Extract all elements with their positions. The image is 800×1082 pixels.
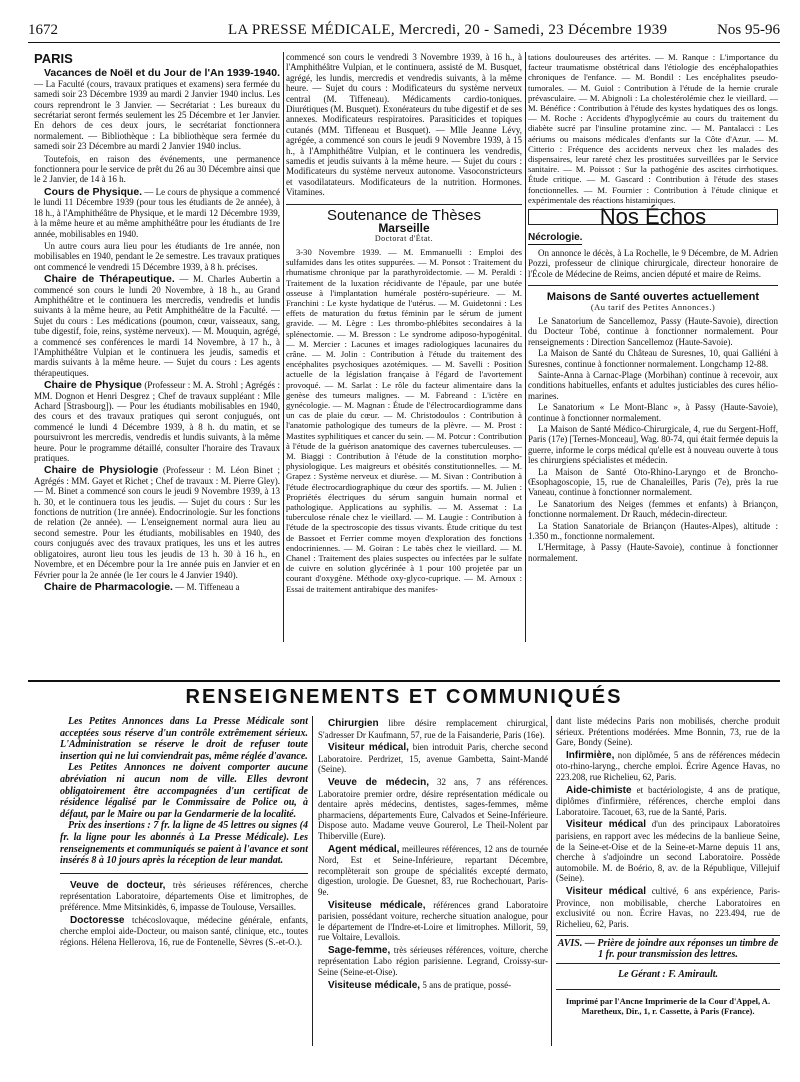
maisons-list — [528, 316, 778, 563]
ad-continuation: dant liste médecins Paris non mobilisés, cherche produit sérieux. Prétentions modérées. Mme Bonnin, 73, rue de la Gare, Bondy (Seine). — [556, 716, 780, 748]
divider — [286, 204, 522, 205]
item-lead: Doctoresse — [70, 914, 125, 926]
item-lead: Chaire de Pharmacologie. — [44, 580, 173, 593]
item-lead: Cours de Physique. — [44, 185, 143, 198]
item-lead: Chaire de Physiologie — [44, 464, 159, 477]
item-lead: Visiteuse médicale, — [328, 899, 426, 911]
necrologie-text: On annonce le décès, à La Rochelle, le 9 Décembre, de M. Adrien Pozzi, professeur de clinique chirurgicale, directeur honoraire de l'École de Médecine de Reims, ancien député et maire de Reims. — [528, 247, 778, 279]
item-text: très sérieuses références, cherche représentation Laboratoire, départements Oise et limitrophes, de préférence. Mme Mitsinkidès, 6, impasse de Toulouse, Versailles. — [60, 879, 308, 912]
item-lead: Visiteur médical — [566, 885, 646, 897]
article-item — [34, 187, 280, 239]
item-text: (Professeur : M. A. Strohl ; Agrégés : MM. Dognon et Henri Desgrez ; Chef de travaux suppléant : Mlle Achard [Strasbourg]). — Pour les étudiants mobilisables en 1940, des cours et des travaux pratiques qui seront conjugués, ont commencé le lundi 4 Décembre 1939, à 8 h. du matin, et se poursuivront les mercredis, vendredis et lundis suivants, à la même heure. Pour le programme détaillé, consulter l'horaire des Travaux pratiques. — [34, 380, 280, 464]
item-text: — M. Charles Aubertin a commencé son cours le lundi 20 Novembre, à 18 h., au Grand Amphithéâtre et le continuera les mercredis, vendredis et lundis suivants à la même heure, au Petit Amphithéâtre de la Faculté. — Sujet du cours : Les médications (poumon, cœur, vaisseaux, sang, tube digestif, foie, reins, système nerveux). — M. Mouquin, agrégé, a commencé ses conférences le mardi 14 Novembre, à 17 h., à l'Amphithéâtre Vulpian et le continuera les jeudis, samedis et mardis suivants à la même heure. — Sujet du cours : Les agents thérapeutiques. — [34, 274, 280, 378]
article-item — [318, 718, 548, 740]
item-lead: Chaire de Thérapeutique. — [44, 273, 175, 286]
item-lead: Sage-femme, — [328, 944, 391, 956]
column-divider — [551, 716, 552, 1046]
communiques-banner: RENSEIGNEMENTS ET COMMUNIQUÉS — [28, 680, 780, 714]
item-text: 32 ans, 7 ans références. Laboratoire premier ordre, désire représentation médicale ou dentaire après médecins, dentistes, sages-femmes, même pharmaciens, départements Eure, Calvados et Seine-Inférieure. Dispose auto. Madame veuve Gourerol, Le Theil-Nolent par Thiberville (Eure). — [318, 776, 548, 841]
issue-number: Nos 95-96 — [717, 22, 780, 38]
article-item — [34, 274, 280, 378]
article-item — [318, 900, 548, 943]
article-item — [318, 980, 548, 992]
pharmacologie-continuation: commencé son cours le vendredi 3 Novembre 1939, à 16 h., à l'Amphithéâtre Vulpian, et le continuera, assisté de M. Busquet, agrégé, les lundis, mercredis et vendredis suivants, à la même heure. — Sujet du cours : Modificateurs du système nerveux central (M. Tiffeneau). Médicaments cardio-toniques. Diurétiques (M. Busquet). Exonérateurs du tube digestif et de ses annexes. Modificateurs respiratoires. Parasiticides et topiques cutanés (MM. Tiffeneau et Busquet). — Mlle Jeanne Lévy, agrégée, a commencé son cours le jeudi 9 Novembre 1939, à 15 h., à l'Amphithéâtre Vulpian, et le continuera les vendredis, samedis et jeudis suivants à la même heure. — Sujet du cours : Modificateurs du système nerveux autonome. Vasoconstricteurs et vasodilatateurs. Modificateurs de la nutrition. Hormones. Vitamines. — [286, 52, 522, 198]
divider — [528, 285, 778, 286]
article-item — [34, 465, 280, 579]
page-number: 1672 — [28, 22, 58, 38]
maison-item: La Maison de Santé Oto-Rhino-Laryngo et de Broncho-Œsophagoscopie, 15, rue de Chanaleilles, Paris (7e), près la rue Vaneau, continue à fonctionner normalement. — [528, 466, 778, 498]
article-item — [34, 582, 280, 592]
petites-annonces-notice — [60, 716, 308, 867]
maison-item: La Maison de Santé Médico-Chirurgicale, 4, rue du Sergent-Hoff, Paris (17e) [Ternes-Monceau], Wag. 80-74, qui était fermée depuis la guerre, informe le corps médical qu'elle est à nouveau ouverte à tous les chirurgiens spécialistes et médecin. — [528, 423, 778, 466]
maison-item: La Maison de Santé du Château de Suresnes, 10, quai Galliéni à Suresnes, continue à fonctionner normalement. Longchamp 12-88. — [528, 348, 778, 369]
item-text: Un autre cours aura lieu pour les étudiants de 1re année, non mobilisables en 1940, pendant le 2e semestre. Les travaux pratiques ont commencé le vendredi 15 Décembre 1939, à 8 h. précises. — [34, 240, 280, 272]
echos-title: Nos Échos — [528, 209, 778, 225]
article-item — [60, 915, 308, 948]
item-lead: Veuve de médecin, — [328, 776, 429, 788]
theses-list: 3-30 Novembre 1939. — M. Emmanuelli : Emploi des sulfamides dans les otites suppurées. — M. Ponsot : Traitement du rhumatisme chronique par la parathyroïdectomie. — M. Peraldi : Traitement de la luxation récidivante de l'épaule, par une butée osseuse à l'implantation humérale postéro-supérieure. — M. Franchini : Le kyste hydatique de l'utérus. — M. Guidetonni : Les effets de maturation du fœtus féminin par le sérum de jument gravide. — M. Lègre : Les thrombo-phlébites secondaires à la splénectomie. — M. Bresson : Le syndrome adiposo-hypogénital. — M. Mercier : Lacunes et images radiologiques lacunaires du crâne. — M. Jolin : Contribution à l'étude du traitement des encéphalites psychosiques azotémiques. — M. Savelli : Position actuelle de la législation française à l'égard de l'avortement provoqué. — M. Sarlat : Le rôle du facteur alimentaire dans la genèse des tumeurs malignes. — M. Fabreand : L'ictère en gynécologie. — M. Magnan : Étude de l'électrocardiogramme dans un cas de plaie du cœur. — M. Christodoulos : Contribution à l'anatomie pathologique des tumeurs de la plèvre. — M. Prost : Mastites syphilitiques et cancer du sein. — M. Potcur : Contribution à l'étude de la guérison anatomique des cavernes tuberculeuses. — M. Biaggi : Contribution à l'étude de la constitution morpho-physiologique. Les maigreurs et obésités constitutionnelles. — M. Grapez : Système nerveux et diurèse. — M. Sivan : Contribution à l'étude électrocardiographique du cœur des sportifs. — M. Julien : Propriétés électriques du sérum sanguin humain normal et pathologique. Applications au syphilis. — M. Assemat : La tuberculose rénale chez le vieillard. — M. Laugie : Contribution à l'étude de la spectroscopie des tissus vivants. Étude critique du test de Bassoet et Ferrier comme moyen d'exploration des fonctions endocriniennes. — M. Goiran : Le tabès chez le vieillard. — M. Chanel : Traitement des plaies suspectes ou infectées par le sulfate de cuivre en solution glycérinée à 1 pour 100 projetée par un courant d'oxygène. Méthode oxy-glyco-cuprique. — M. Arnoux : Essai de traitement antirabique des manifes- — [286, 246, 522, 594]
maison-item: La Station Sanatoriale de Briançon (Hautes-Alpes), altitude : 1.350 m., fonctionne normalement. — [528, 520, 778, 542]
article-item — [60, 880, 308, 913]
item-lead: Veuve de docteur, — [70, 879, 166, 891]
ads-list — [60, 880, 308, 948]
item-text: non diplômée, 5 ans de références médecin oto-rhino-laryng., cherche emploi. Écrire Agence Havas, no 223.208, rue Richelieu, 62, Paris. — [556, 749, 780, 782]
column-divider — [283, 52, 284, 642]
theses-degree: Doctorat d'État. — [374, 233, 434, 243]
notice-paragraph: Les Petites Annonces ne doivent comporter aucune abréviation ni aucun nom de ville. Elles devront obligatoirement être accompagnées d'un certificat de résidence légalisé par le Commissaire de Police ou, à défaut, par le Maire ou par la Gendarmerie de la localité. — [60, 762, 308, 820]
item-text: références grand Laboratoire parisien, possédant voiture, recherche situation analogue, pour le département de l'Indre-et-Loire et limitrophes. Millorit, 59, rue Voltaire, Levallois. — [318, 899, 548, 943]
bottom-column-3 — [556, 716, 780, 1056]
article-item — [556, 819, 780, 884]
item-text: Toutefois, en raison des événements, une permanence fonctionnera pour le service de prêt du 26 au 30 Décembre ainsi que le 2 Janvier, de 14 à 16 h. — [34, 153, 280, 185]
article-item — [34, 154, 280, 185]
item-text: libre désire remplacement chirurgical, S'adresser Dr Kaufmann, 57, rue de la Faisanderie, Paris (16e). — [318, 718, 548, 740]
necrologie-heading: Nécrologie. — [528, 232, 583, 244]
item-lead: Visiteur médical, — [328, 742, 409, 754]
ads-list — [556, 750, 780, 930]
item-text: d'un des principaux Laboratoires parisiens, en rapport avec les médecins de la banlieue Seine, de la Seine-et-Oise et de la Seine-et-Marne depuis 11 ans, cherche à s'adjoindre un second Laboratoire. Possède automobile. M. de Boério, 8, av. de la République, Villejuif (Seine). — [556, 819, 780, 884]
theses-city: Marseille — [378, 221, 430, 236]
article-item — [34, 241, 280, 272]
theses-continuation: tations douloureuses des artérites. — M. Ranque : L'importance du facteur traumatisme obstétrical dans l'étiologie des encéphalopathies chroniques de l'enfance. — M. Bondil : Les encéphalites pseudo-tumorales. — M. Guiol : Contribution à l'étude de la hernie crurale prévasculaire. — M. Abignoli : La cholestérolémie chez le vieillard. — M. Bénéfice : Contribution à l'étude des kystes hydatiques des os longs. — M. Roche : Accidents d'hypoglycémie au cours du traitement du diabète sucré par l'insuline protamine zinc. — M. Pantalacci : Les aériums ou maisons médicales d'enfants sur la Côte d'Azur. — M. Citterio : Fréquence des accidents nerveux chez les malades des dispensaires, leur rareté chez les prostituées surveillées par le Service sanitaire. — M. Poissot : Sur la pathogénie des ascites cirrhotiques. Étude critique. — M. Gascard : Contribution à l'étude des stases fonctionnelles. — M. Fournier : Contribution à l'étude clinique et expérimentale des réactions histaminiques. — [528, 52, 778, 205]
article-item — [556, 785, 780, 818]
item-lead: Vacances de Noël et du Jour de l'An 1939-1940. — [44, 67, 280, 80]
printer-line: Imprimé par l'Ancne Imprimerie de la Cour d'Appel, A. Maretheux, Dir., 1, r. Cassette, à Paris (France). — [556, 989, 780, 1016]
section-title-paris: PARIS — [34, 52, 73, 66]
gerant-line: Le Gérant : F. Amirault. — [617, 969, 718, 981]
maison-item: Le Sanatorium « Le Mont-Blanc », à Passy (Haute-Savoie), continue à fonctionner normalement. — [528, 402, 778, 423]
item-lead: Agent médical, — [328, 843, 400, 855]
article-item — [34, 380, 280, 463]
bottom-column-1 — [60, 716, 308, 1056]
item-text: et bactériologiste, 4 ans de pratique, diplômes d'infirmière, références, cherche emploi dans Laboratoire. Tacouet, 63, rue de la Santé, Paris. — [556, 784, 780, 817]
notice-paragraph: Les Petites Annonces dans La Presse Médicale sont acceptées sous réserve d'un contrôle extrêmement sérieux. L'Administration se réserve le droit de refuser toute insertion qui ne lui conviendrait pas, même réglée d'avance. — [60, 716, 308, 762]
column-divider — [525, 52, 526, 642]
column-theses — [286, 52, 522, 642]
item-text: cultivé, 6 ans expérience, Paris-Province, non mobilisable, cherche Laboratoires en exclusivité ou non. Écrire Havas, no 223.494, rue de Richelieu, 62, Paris. — [556, 885, 780, 929]
divider — [60, 873, 308, 874]
item-lead: Aide-chimiste — [566, 784, 632, 796]
column-divider — [312, 716, 313, 1046]
article-item — [556, 750, 780, 783]
article-item — [318, 742, 548, 775]
item-text: — M. Tiffeneau a — [172, 581, 240, 592]
article-item — [34, 68, 280, 151]
item-text: 5 ans de pratique, possé- — [420, 979, 512, 990]
item-text: — La Faculté (cours, travaux pratiques et examens) sera fermée du samedi soir 23 Décembre 1939 au mardi 2 Janvier 1940 inclus. Les cours reprendront le 3 Janvier. — Secrétariat : Les bureaux du secrétariat seront fermés seulement les 25 Décembre et 1er Janvier. En dehors de ces deux jours, le secrétariat fonctionnera normalement. — Bibliothèque : La bibliothèque sera fermée du samedi soir 23 Décembre au mardi 2 Janvier 1940 inclus. — [34, 78, 280, 152]
item-lead: Chirurgien — [328, 718, 379, 729]
item-text: tchécoslovaque, médecine générale, enfants, cherche emploi aide-Docteur, ou maison santé, clinique, etc., toutes régions. Hélena Hellerova, 16, rue de Fontenelle, Sèvres (S.-et-O.). — [60, 914, 308, 947]
item-text: bien introduit Paris, cherche second Laboratoire. Perdrizet, 15, avenue Gambetta, Saint-Mandé (Seine). — [318, 742, 548, 775]
item-lead: Visiteuse médicale, — [328, 979, 421, 991]
bottom-column-2 — [318, 716, 548, 1056]
page-header — [28, 20, 780, 43]
ads-list — [318, 718, 548, 991]
item-text: — Le cours de physique a commencé le lundi 11 Décembre 1939 (pour tous les étudiants de 2e année), à 18 h., à l'Amphithéâtre de Physique, et le mardi 12 Décembre 1939, à la même heure et au même amphithéâtre pour les étudiants de 1re année, mobilisables en 1940. — [34, 186, 280, 239]
notice-paragraph: Prix des insertions : 7 fr. la ligne de 45 lettres ou signes (4 fr. la ligne pour les abonnés à La Presse Médicale). Les renseignements et communiqués se paient à l'avance et sont insérés 8 à 10 jours après la réception de leur mandat. — [60, 820, 308, 867]
item-text: très sérieuses références, voiture, cherche représentation Labo région parisienne. Legrand, Croissy-sur-Seine (Seine-et-Oise). — [318, 944, 548, 978]
maison-item: L'Hermitage, à Passy (Haute-Savoie), continue à fonctionner normalement. — [528, 542, 778, 563]
article-item — [318, 945, 548, 978]
maisons-subtitle: (Au tarif des Petites Annonces.) — [590, 302, 716, 313]
item-lead: Visiteur médical — [566, 819, 646, 831]
maison-item: Sainte-Anna à Carnac-Plage (Morbihan) continue à recevoir, aux conditions habituelles, enfants et adultes justiciables des cures hélio-marines. — [528, 369, 778, 401]
column-paris — [34, 52, 280, 637]
maison-item: Le Sanatorium des Neiges (femmes et enfants) à Briançon, fonctionne normalement. Dr Rauch, médecin-directeur. — [528, 498, 778, 520]
maisons-title: Maisons de Santé ouvertes actuellement — [546, 291, 760, 304]
article-item — [318, 844, 548, 898]
column-echos — [528, 52, 778, 642]
article-item — [318, 777, 548, 842]
item-text: meilleures références, 12 ans de tournée Nord, Est et Seine-Inférieure, repartant Décembre, recomplèterait son groupe de spécialités excepté dermato, digestion, urologie. De Guesnet, 83, rue Rochechouart, Paris-9e. — [318, 843, 548, 897]
item-lead: Chaire de Physique — [44, 379, 142, 392]
item-lead: Infirmière, — [566, 749, 615, 761]
article-item — [556, 886, 780, 929]
paris-items — [34, 68, 280, 592]
item-text: (Professeur : M. Léon Binet ; Agrégés : MM. Gayet et Richet ; Chef de travaux : M. Pierre Gley). — M. Binet a commencé son cours le jeudi 9 Novembre 1939, à 13 h. 30, et le continuera tous les jeudis. — Sujet du cours : Sur les fonctions de nutrition (1re année). Endocrinologie. Sur les fonctions de relation (2e année). — L'enseignement normal aura lieu au second semestre. Pour les étudiants, mobilisables en 1940, des cours conjugués avec des travaux pratiques, les uns et les autres obligatoires, auront lieu tous les jeudis de 13 h. 30 à 16 h., en Novembre, et en Décembre pour la 1re année puis en Janvier et en Février pour la 2e année (le 1er cours le 4 Janvier 1940). — [34, 465, 280, 580]
theses-title: Soutenance de Thèses — [326, 206, 481, 224]
journal-title: LA PRESSE MÉDICALE, Mercredi, 20 - Samedi, 23 Décembre 1939 — [228, 22, 668, 38]
maison-item: Le Sanatorium de Sancellemoz, Passy (Haute-Savoie), direction du Docteur Tobé, continue à fonctionner normalement. Pour renseignements : Direction Sancellemoz (Haute-Savoie). — [528, 315, 778, 347]
avis-notice: AVIS. — Prière de joindre aux réponses un timbre de 1 fr. pour transmission des lettres. — [556, 935, 780, 964]
